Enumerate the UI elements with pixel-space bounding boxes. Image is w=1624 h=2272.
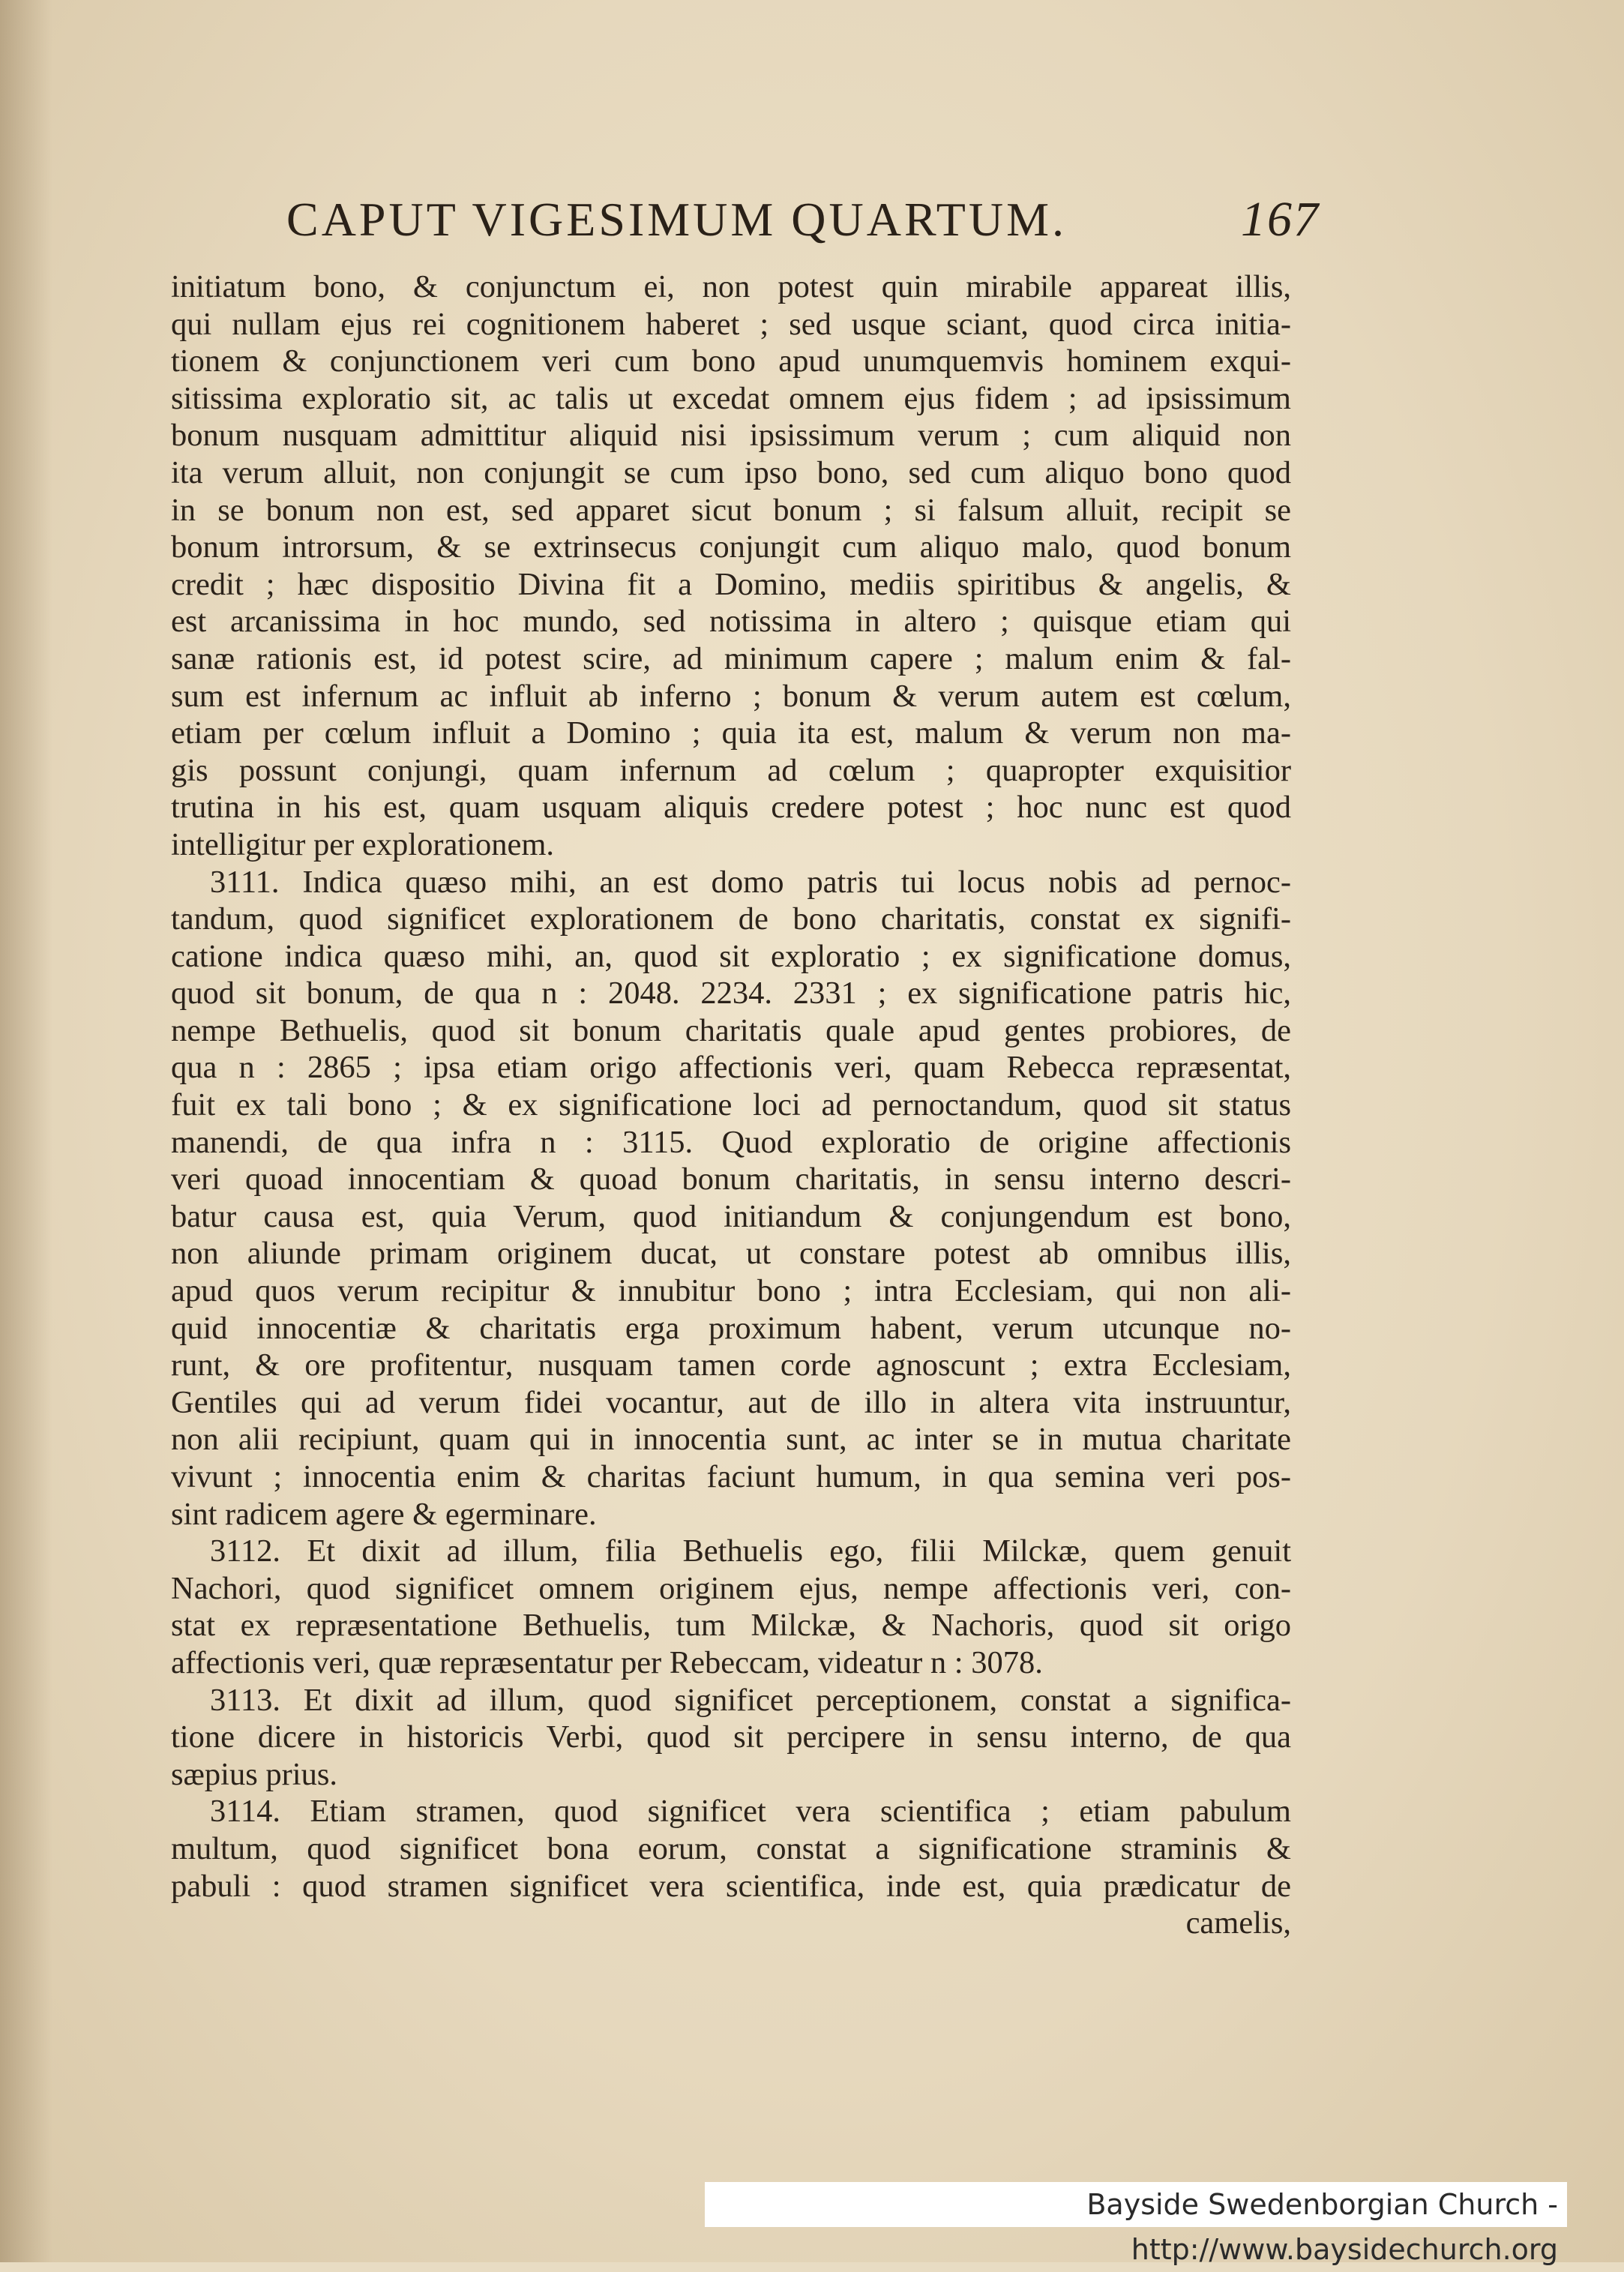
text-line: 3114. Etiam stramen, quod significet vera scientifica ; etiam pabulum <box>210 1794 1291 1830</box>
text-line: manendi, de qua infra n : 3115. Quod exploratio de origine affectionis <box>171 1124 1291 1160</box>
text-line: runt, & ore profitentur, nusquam tamen corde agnoscunt ; extra Ecclesiam, <box>171 1347 1291 1383</box>
text-line: intelligitur per explorationem. <box>171 826 555 862</box>
text-line: initiatum bono, & conjunctum ei, non potest quin mirabile appareat illis, <box>171 269 1291 304</box>
text-line: in se bonum non est, sed apparet sicut bonum ; si falsum alluit, recipit se <box>171 492 1291 528</box>
text-line: 3112. Et dixit ad illum, filia Bethuelis ego, filii Milckæ, quem genuit <box>210 1533 1291 1569</box>
text-line: gis possunt conjungi, quam infernum ad cœlum ; quapropter exquisitior <box>171 752 1291 788</box>
text-line: apud quos verum recipitur & innubitur bono ; intra Ecclesiam, qui non ali- <box>171 1273 1291 1309</box>
text-line: tionem & conjunctionem veri cum bono apud unumquemvis hominem exqui- <box>171 343 1291 379</box>
text-line: camelis, <box>1185 1905 1291 1941</box>
running-header <box>277 186 1320 253</box>
text-line: Nachori, quod significet omnem originem ejus, nempe affectionis veri, con- <box>171 1570 1291 1606</box>
gutter-shadow <box>0 0 52 2262</box>
text-line: sanæ rationis est, id potest scire, ad minimum capere ; malum enim & fal- <box>171 640 1291 676</box>
text-line: Gentiles qui ad verum fidei vocantur, aut de illo in altera vita instruuntur, <box>171 1384 1291 1420</box>
text-line: sum est infernum ac influit ab inferno ; bonum & verum autem est cœlum, <box>171 678 1291 714</box>
text-line: tandum, quod significet explorationem de bono charitatis, constat ex signifi- <box>171 901 1291 937</box>
text-line: fuit ex tali bono ; & ex significatione loci ad pernoctandum, quod sit status <box>171 1087 1291 1123</box>
text-line: stat ex repræsentatione Bethuelis, tum Milckæ, & Nachoris, quod sit origo <box>171 1608 1291 1644</box>
text-line: qui nullam ejus rei cognitionem haberet ; sed usque sciant, quod circa initia- <box>171 306 1291 342</box>
text-line: pabuli : quod stramen significet vera scientifica, inde est, quia prædicatur de <box>171 1868 1291 1904</box>
watermark-credit: Bayside Swedenborgian Church - http://www.baysidechurch.org <box>705 2182 1567 2227</box>
text-line: affectionis veri, quæ repræsentatur per Rebeccam, videatur n : 3078. <box>171 1644 1043 1680</box>
text-line: trutina in his est, quam usquam aliquis credere potest ; hoc nunc est quod <box>171 790 1291 826</box>
chapter-title: CAPUT VIGESIMUM QUARTUM. <box>286 193 1067 246</box>
text-line: veri quoad innocentiam & quoad bonum charitatis, in sensu interno descri- <box>171 1161 1291 1197</box>
text-line: tione dicere in historicis Verbi, quod sit percipere in sensu interno, de qua <box>171 1719 1291 1755</box>
text-line: non alii recipiunt, quam qui in innocentia sunt, ac inter se in mutua charitate <box>171 1422 1291 1458</box>
text-line: multum, quod significet bona eorum, constat a significatione straminis & <box>171 1830 1291 1866</box>
text-line: etiam per cœlum influit a Domino ; quia ita est, malum & verum non ma- <box>171 715 1291 751</box>
text-line: 3111. Indica quæso mihi, an est domo patris tui locus nobis ad pernoc- <box>210 864 1291 900</box>
text-line: credit ; hæc dispositio Divina fit a Domino, mediis spiritibus & angelis, & <box>171 566 1291 602</box>
text-line: qua n : 2865 ; ipsa etiam origo affectionis veri, quam Rebecca repræsentat, <box>171 1050 1291 1086</box>
text-line: bonum nusquam admittitur aliquid nisi ipsissimum verum ; cum aliquid non <box>171 418 1291 454</box>
text-line: quod sit bonum, de qua n : 2048. 2234. 2331 ; ex significatione patris hic, <box>171 976 1291 1012</box>
text-line: quid innocentiæ & charitatis erga proximum habent, verum utcunque no- <box>171 1310 1291 1346</box>
page-number: 167 <box>1241 192 1320 247</box>
text-line: catione indica quæso mihi, an, quod sit exploratio ; ex significatione domus, <box>171 938 1291 974</box>
text-line: est arcanissima in hoc mundo, sed notissima in altero ; quisque etiam qui <box>171 604 1291 640</box>
text-line: sitissima exploratio sit, ac talis ut excedat omnem ejus fidem ; ad ipsissimum <box>171 380 1291 416</box>
text-line: sint radicem agere & egerminare. <box>171 1496 597 1532</box>
text-line: nempe Bethuelis, quod sit bonum charitatis quale apud gentes probiores, de <box>171 1012 1291 1048</box>
text-line: vivunt ; innocentia enim & charitas faciunt humum, in qua semina veri pos- <box>171 1459 1291 1494</box>
text-line: batur causa est, quia Verum, quod initiandum & conjungendum est bono, <box>171 1198 1291 1234</box>
text-line: sæpius prius. <box>171 1756 337 1792</box>
body-text <box>171 268 1291 1942</box>
text-line: ita verum alluit, non conjungit se cum ipso bono, sed cum aliquo bono quod <box>171 454 1291 490</box>
text-line: 3113. Et dixit ad illum, quod significet perceptionem, constat a significa- <box>210 1682 1291 1718</box>
text-line: non aliunde primam originem ducat, ut constare potest ab omnibus illis, <box>171 1236 1291 1272</box>
text-line: bonum introrsum, & se extrinsecus conjungit cum aliquo malo, quod bonum <box>171 529 1291 565</box>
